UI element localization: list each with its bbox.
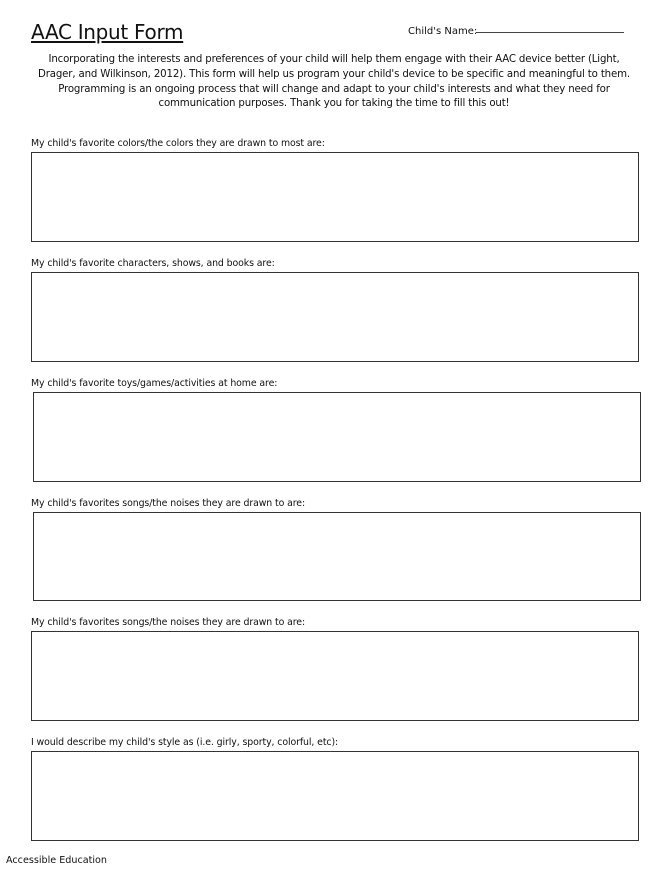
question-favorite-characters-answer-box[interactable] — [31, 272, 639, 362]
page-title: AAC Input Form — [31, 20, 184, 44]
question-favorite-songs-label: My child's favorites songs/the noises they are drawn to are: — [31, 498, 306, 509]
question-child-style-label: I would describe my child's style as (i.e. girly, sporty, colorful, etc): — [31, 737, 339, 748]
intro-paragraph: Incorporating the interests and preferences of your child will help them engage with their AAC device better (Light, Drager, and Wilkinson, 2012). This form will help us program your child's device to be specific and meaningful to them. Programming is an ongoing process that will change and adapt to your child's interests and what they need for communication purposes. Thank you for taking the time to fill this out! — [38, 54, 630, 110]
question-favorite-toys-answer-box[interactable] — [33, 392, 641, 482]
question-favorite-colors-answer-box[interactable] — [31, 152, 639, 242]
child-name-input-line[interactable] — [476, 32, 624, 33]
question-favorite-songs-repeat-label: My child's favorites songs/the noises they are drawn to are: — [31, 617, 306, 628]
child-name-label: Child's Name: — [408, 26, 478, 37]
question-favorite-songs-repeat-answer-box[interactable] — [31, 631, 639, 721]
question-favorite-songs-answer-box[interactable] — [33, 512, 641, 601]
question-favorite-toys-label: My child's favorite toys/games/activities at home are: — [31, 378, 278, 389]
question-child-style-answer-box[interactable] — [31, 751, 639, 841]
child-name-field — [408, 25, 624, 41]
footer-credit: Accessible Education — [6, 855, 107, 866]
question-favorite-characters-label: My child's favorite characters, shows, and books are: — [31, 258, 275, 269]
question-favorite-colors-label: My child's favorite colors/the colors they are drawn to most are: — [31, 138, 325, 149]
